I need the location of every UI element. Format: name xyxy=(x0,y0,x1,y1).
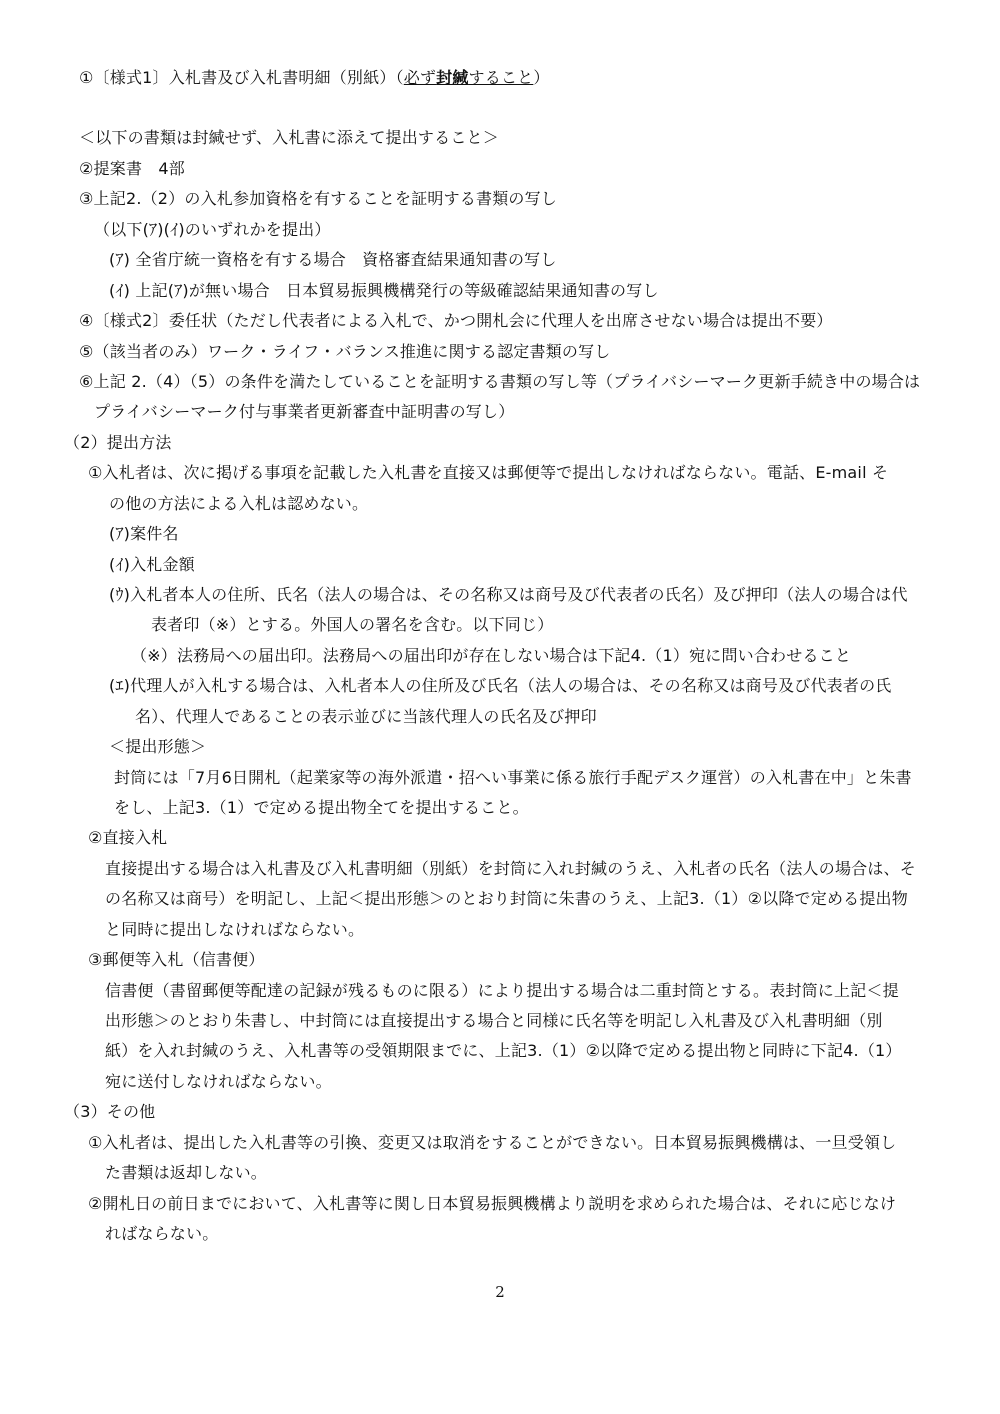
submission-rule-1-cont: の他の方法による入札は認めない。 xyxy=(109,494,369,513)
item-c-address-name: (ｳ)入札者本人の住所、氏名（法人の場合は、その名称又は商号及び代表者の氏名）及び押印（法人の場合は代 xyxy=(109,585,908,604)
item-4-power-of-attorney: ④〔様式2〕委任状（ただし代表者による入札で、かつ開札会に代理人を出席させない場合は提出不要） xyxy=(79,311,833,330)
item-5-work-life-balance: ⑤（該当者のみ）ワーク・ライフ・バランス推進に関する認定書類の写し xyxy=(79,342,611,361)
item-2-proposal: ②提案書 4部 xyxy=(79,159,185,178)
section-3-heading: （3）その他 xyxy=(64,1102,156,1121)
item-1-bid-form xyxy=(79,68,550,88)
item-b-bid-amount: (ｲ)入札金額 xyxy=(109,555,195,574)
page-number: 2 xyxy=(495,1283,505,1301)
item-6-privacy-mark-cont: プライバシーマーク付与事業者更新審査中証明書の写し） xyxy=(94,402,515,421)
item-3-qualification: ③上記2.（2）の入札参加資格を有することを証明する書類の写し xyxy=(79,189,557,208)
item-d-agent: (ｴ)代理人が入札する場合は、入札者本人の住所及び氏名（法人の場合は、その名称又は商号及び代表者の氏 xyxy=(109,676,892,695)
note-registered-seal: （※）法務局への届出印。法務局への届出印が存在しない場合は下記4.（1）宛に問い合わせること xyxy=(131,646,852,665)
submission-format-heading: ＜提出形態＞ xyxy=(109,737,207,756)
envelope-instruction-cont: をし、上記3.（1）で定める提出物全てを提出すること。 xyxy=(114,798,529,817)
item-6-privacy-mark: ⑥上記 2.（4）（5）の条件を満たしていることを証明する書類の写し等（プライバシーマーク更新手続き中の場合は xyxy=(79,372,921,391)
mail-bid-text-1: 信書便（書留郵便等配達の記録が残るものに限る）により提出する場合は二重封筒とする。表封筒に上記＜提 xyxy=(105,981,899,1000)
direct-bid-heading: ②直接入札 xyxy=(88,828,168,847)
section-2-heading: （2）提出方法 xyxy=(64,433,172,452)
other-rule-1: ①入札者は、提出した入札書等の引換、変更又は取消をすることができない。日本貿易振興機構は、一旦受領し xyxy=(88,1133,897,1152)
mail-bid-text-2: 出形態＞のとおり朱書し、中封筒には直接提出する場合と同様に氏名等を明記し入札書及び入札書明細（別 xyxy=(105,1011,883,1030)
mail-bid-text-4: 宛に送付しなければならない。 xyxy=(105,1072,332,1091)
item-3-sub-b: (ｲ) 上記(ｱ)が無い場合 日本貿易振興機構発行の等級確認結果通知書の写し xyxy=(109,281,659,300)
do-underline: すること xyxy=(468,68,534,87)
other-rule-2-cont: ればならない。 xyxy=(105,1224,219,1243)
other-rule-2: ②開札日の前日までにおいて、入札書等に関し日本貿易振興機構より説明を求められた場合は、それに応じなけ xyxy=(88,1194,897,1213)
item-3-sub-note: （以下(ｱ)(ｲ)のいずれかを提出） xyxy=(94,220,331,239)
must-underline: 必ず xyxy=(403,68,437,87)
direct-bid-text-1: 直接提出する場合は入札書及び入札書明細（別紙）を封筒に入れ封緘のうえ、入札者の氏名（法人の場合は、そ xyxy=(105,859,916,878)
submission-rule-1: ①入札者は、次に掲げる事項を記載した入札書を直接又は郵便等で提出しなければならない。電話、E-mail そ xyxy=(88,463,889,482)
item-d-agent-cont: 名）、代理人であることの表示並びに当該代理人の氏名及び押印 xyxy=(135,707,597,726)
seal-emphasis: 封緘 xyxy=(436,68,469,87)
other-rule-1-cont: た書類は返却しない。 xyxy=(105,1163,268,1182)
mail-bid-heading: ③郵便等入札（信書便） xyxy=(88,950,265,969)
item-c-address-name-cont: 表者印（※）とする。外国人の署名を含む。以下同じ） xyxy=(151,615,554,634)
unsealed-docs-note: ＜以下の書類は封緘せず、入札書に添えて提出すること＞ xyxy=(79,128,499,147)
direct-bid-text-2: の名称又は商号）を明記し、上記＜提出形態＞のとおり封筒に朱書のうえ、上記3.（1）②以降で定める提出物 xyxy=(105,889,908,908)
item-1-close: ） xyxy=(533,68,550,87)
direct-bid-text-3: と同時に提出しなければならない。 xyxy=(105,920,365,939)
mail-bid-text-3: 紙）を入れ封緘のうえ、入札書等の受領期限までに、上記3.（1）②以降で定める提出物と同時に下記4.（1） xyxy=(105,1041,902,1060)
item-1-text: ①〔様式1〕入札書及び入札書明細（別紙）（ xyxy=(79,68,404,87)
item-3-sub-a: (ｱ) 全省庁統一資格を有する場合 資格審査結果通知書の写し xyxy=(109,250,557,269)
envelope-instruction: 封筒には「7月6日開札（起業家等の海外派遣・招へい事業に係る旅行手配デスク運営）の入札書在中」と朱書 xyxy=(114,768,912,787)
item-a-case-name: (ｱ)案件名 xyxy=(109,524,179,543)
